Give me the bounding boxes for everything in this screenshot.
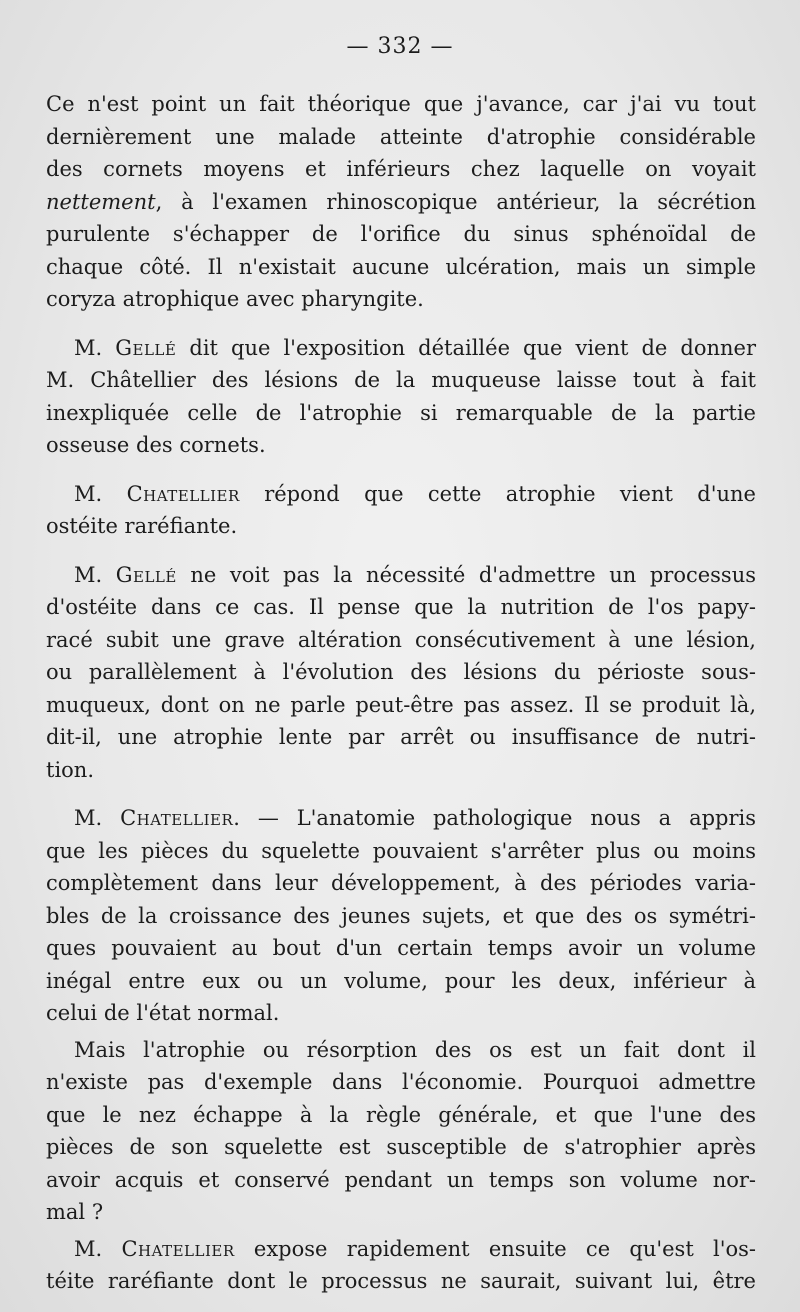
text-fragment: répond que cette atrophie vient d'une — [239, 481, 756, 506]
text-line: dernièrement une malade atteinte d'atrophie considérable — [46, 124, 756, 149]
text-line: mal ? — [46, 1200, 104, 1224]
text-line — [46, 478, 756, 511]
text-line — [46, 559, 756, 592]
text-line: téite raréfiante dont le processus ne saurait, suivant lui, être — [46, 1269, 756, 1293]
text-line: ostéite raréfiante. — [46, 514, 238, 538]
text-line: osseuse des cornets. — [46, 433, 266, 457]
text-line: coryza atrophique avec pharyngite. — [46, 287, 424, 311]
text-line: ques pouvaient au bout d'un certain temps avoir un volume — [46, 936, 756, 960]
text-line: ou parallèlement à l'évolution des lésions du périoste sous- — [46, 660, 756, 684]
text-line: d'ostéite dans ce cas. Il pense que la nutrition de l'os papy- — [46, 595, 756, 619]
paragraph-7 — [46, 1233, 756, 1298]
speaker-name: Chatellier — [120, 806, 234, 830]
text-line: muqueux, dont on ne parle peut-être pas assez. Il se produit là, — [46, 692, 756, 717]
text-fragment: . — L'anatomie pathologique nous a appris — [233, 806, 757, 830]
paragraph-3 — [46, 478, 756, 543]
speaker-prefix: M. — [74, 481, 127, 506]
text-line: purulente s'échapper de l'orifice du sinus sphénoïdal de — [46, 222, 756, 246]
text-line — [46, 186, 756, 219]
text-line: complètement dans leur développement, à des périodes varia- — [46, 871, 756, 895]
italic-word: nettement — [46, 189, 156, 214]
text-line: inexpliquée celle de l'atrophie si remarquable de la partie — [46, 400, 756, 425]
speaker-name: Gellé — [115, 335, 177, 360]
text-fragment: ne voit pas la nécessité d'admettre un processus — [176, 562, 757, 587]
speaker-prefix: M. — [74, 562, 116, 587]
text-line: Mais l'atrophie ou résorption des os est un fait dont il — [74, 1037, 756, 1062]
text-line: inégal entre eux ou un volume, pour les deux, inférieur à — [46, 968, 756, 993]
text-line: que le nez échappe à la règle générale, et que l'une des — [46, 1102, 756, 1127]
paragraph-4 — [46, 559, 756, 787]
text-line: celui de l'état normal. — [46, 1001, 280, 1025]
text-fragment: dit que l'exposition détaillée que vient de donner — [176, 335, 757, 360]
text-line: Ce n'est point un fait théorique que j'avance, car j'ai vu tout — [46, 92, 756, 116]
text-line: tion. — [46, 757, 94, 782]
speaker-prefix: M. — [74, 335, 116, 360]
text-line: bles de la croissance des jeunes sujets, et que des os symétri- — [46, 903, 756, 928]
text-line: chaque côté. Il n'existait aucune ulcération, mais un simple — [46, 254, 756, 279]
text-line — [46, 1233, 756, 1266]
page-body — [46, 88, 756, 1298]
speaker-name: Chatellier — [121, 1236, 235, 1261]
text-line: des cornets moyens et inférieurs chez laquelle on voyait — [46, 157, 756, 181]
text-line: que les pièces du squelette pouvaient s'arrêter plus ou moins — [46, 838, 756, 863]
text-line — [46, 332, 756, 365]
speaker-prefix: M. — [74, 806, 121, 830]
speaker-prefix: M. — [74, 1236, 122, 1261]
text-fragment: expose rapidement ensuite ce qu'est l'os- — [234, 1236, 757, 1261]
text-line: avoir acquis et conservé pendant un temps son volume nor- — [46, 1167, 756, 1192]
paragraph-5 — [46, 802, 756, 1030]
paragraph-6 — [46, 1034, 756, 1229]
paragraph-2 — [46, 332, 756, 462]
text-line — [46, 802, 756, 835]
text-line: racé subit une grave altération consécutivement à une lésion, — [46, 627, 756, 652]
speaker-name: Gellé — [115, 562, 177, 587]
text-fragment: , à l'examen rhinoscopique antérieur, la sécrétion — [155, 189, 756, 214]
text-line: dit-il, une atrophie lente par arrêt ou insuffisance de nutri- — [46, 725, 756, 749]
text-line: n'existe pas d'exemple dans l'économie. Pourquoi admettre — [46, 1070, 756, 1094]
page-number: — 332 — — [346, 34, 454, 59]
paragraph-1 — [46, 88, 756, 316]
text-line: M. Châtellier des lésions de la muqueuse laisse tout à fait — [46, 368, 756, 392]
speaker-name: Chatellier — [126, 481, 240, 506]
text-line: pièces de son squelette est susceptible de s'atrophier après — [46, 1135, 756, 1159]
